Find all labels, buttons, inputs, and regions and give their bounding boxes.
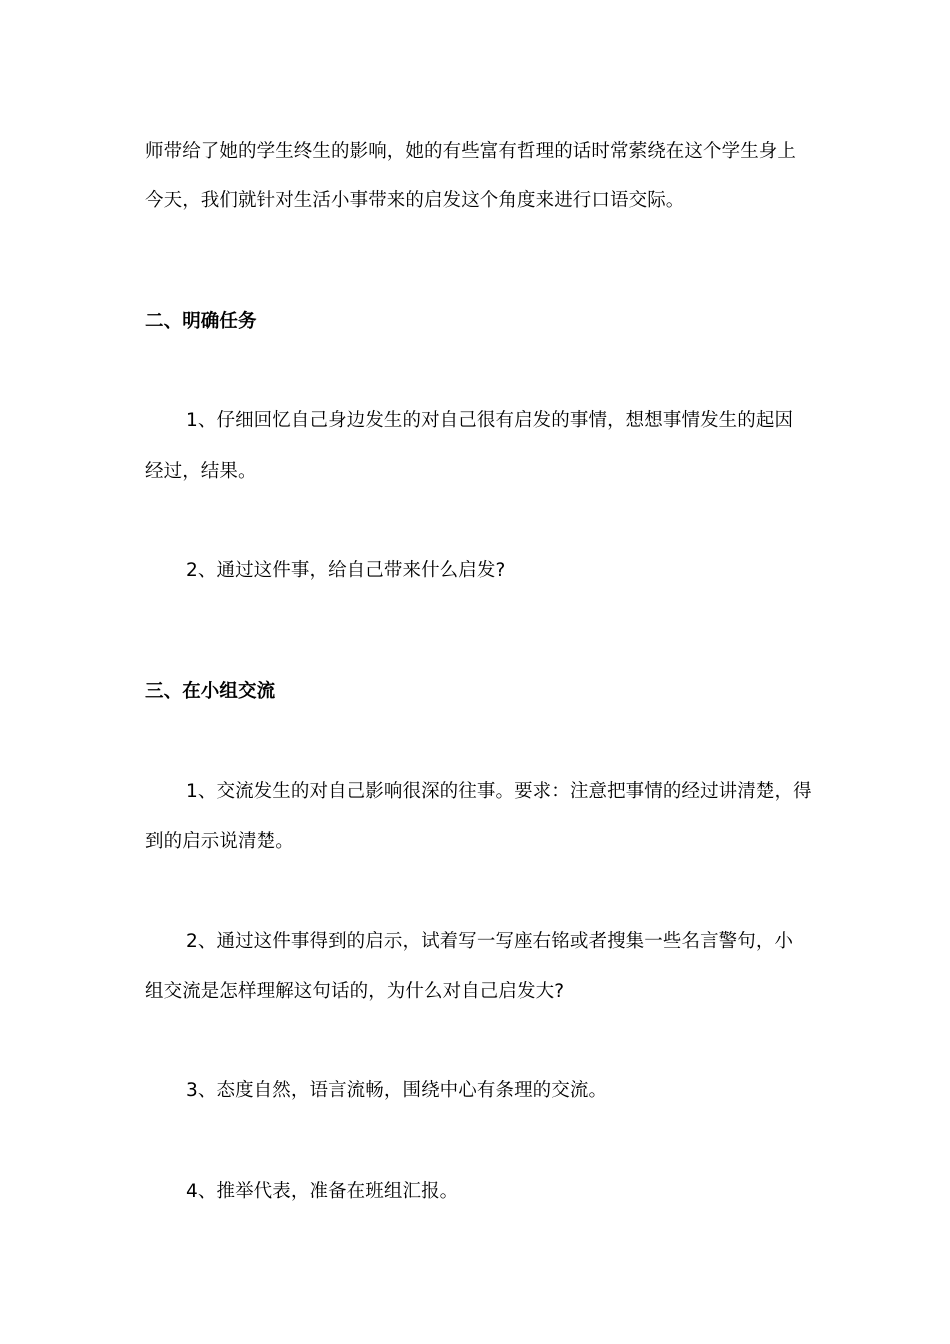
group-item-2-line-1: 2、通过这件事得到的启示，试着写一写座右铭或者搜集一些名言警句，小 [186, 931, 794, 952]
section-heading-task: 二、明确任务 [145, 311, 257, 332]
task-item-1-line-1: 1、仔细回忆自己身边发生的对自己很有启发的事情，想想事情发生的起因 [186, 410, 794, 431]
section-heading-group: 三、在小组交流 [145, 681, 276, 702]
intro-line-2: 今天，我们就针对生活小事带来的启发这个角度来进行口语交际。 [145, 190, 685, 211]
group-item-2-line-2: 组交流是怎样理解这句话的，为什么对自己启发大? [145, 981, 565, 1002]
task-item-1-line-2: 经过，结果。 [145, 461, 257, 482]
intro-line-1: 师带给了她的学生终生的影响，她的有些富有哲理的话时常萦绕在这个学生身上 [145, 141, 797, 162]
group-item-3-line-1: 3、态度自然，语言流畅，围绕中心有条理的交流。 [186, 1080, 608, 1101]
group-item-1-line-2: 到的启示说清楚。 [145, 831, 294, 852]
group-item-4-line-1: 4、推举代表，准备在班组汇报。 [186, 1181, 459, 1202]
task-item-2-line-1: 2、通过这件事，给自己带来什么启发? [186, 560, 506, 581]
group-item-1-line-1: 1、交流发生的对自己影响很深的往事。要求：注意把事情的经过讲清楚，得 [186, 781, 812, 802]
